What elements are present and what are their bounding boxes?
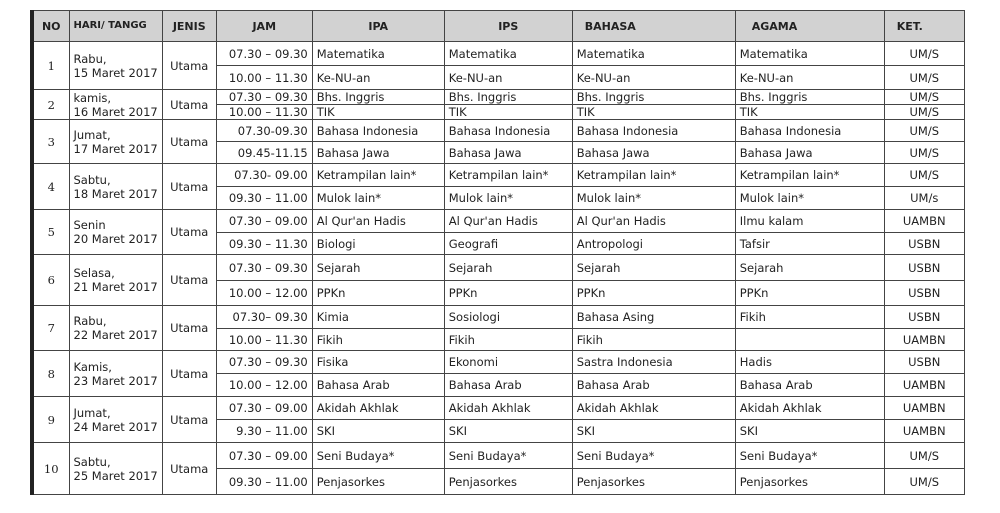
ips-subject: Sosiologi: [444, 306, 572, 329]
day-name: Sabtu,: [73, 172, 111, 187]
row-number: 7: [32, 306, 69, 351]
exam-note: UAMBN: [884, 329, 964, 351]
session-time: 07.30 – 09.30: [216, 42, 312, 66]
exam-type: Utama: [162, 90, 216, 120]
ips-subject: Al Qur'an Hadis: [444, 210, 572, 233]
bahasa-subject: Bahasa Asing: [572, 306, 735, 329]
header-bahasa: BAHASA: [572, 11, 735, 42]
bahasa-subject: Sejarah: [572, 255, 735, 281]
header-ips: IPS: [444, 11, 572, 42]
exam-date: 21 Maret 2017: [73, 280, 158, 294]
exam-date: 25 Maret 2017: [73, 468, 158, 483]
bahasa-subject: Al Qur'an Hadis: [572, 210, 735, 233]
day-name: Jumat,: [73, 127, 111, 142]
agama-subject: TIK: [735, 105, 884, 120]
exam-note: UAMBN: [884, 397, 964, 420]
session-time: 07.30 – 09.30: [216, 351, 312, 374]
agama-subject: Akidah Akhlak: [735, 397, 884, 420]
header-agama: AGAMA: [735, 11, 884, 42]
exam-type: Utama: [162, 210, 216, 255]
ips-subject: PPKn: [444, 281, 572, 306]
bahasa-subject: Seni Budaya*: [572, 443, 735, 469]
day-date-cell: [69, 443, 162, 495]
header-no: NO: [32, 11, 69, 42]
agama-subject: SKI: [735, 420, 884, 443]
agama-subject: Ketrampilan lain*: [735, 164, 884, 187]
agama-subject: Penjasorkes: [735, 469, 884, 495]
ips-subject: Sejarah: [444, 255, 572, 281]
agama-subject: Ilmu kalam: [735, 210, 884, 233]
exam-note: USBN: [884, 255, 964, 281]
exam-type: Utama: [162, 351, 216, 397]
exam-note: UM/S: [884, 164, 964, 187]
ips-subject: Mulok lain*: [444, 187, 572, 210]
session-time: 07.30 – 09.00: [216, 397, 312, 420]
bahasa-subject: Bahasa Indonesia: [572, 120, 735, 142]
day-date-cell: [69, 306, 162, 351]
day-date-cell: [69, 120, 162, 164]
session-time: 07.30 – 09.30: [216, 255, 312, 281]
bahasa-subject: Bhs. Inggris: [572, 90, 735, 105]
schedule-row: [32, 42, 964, 66]
day-date-cell: [69, 351, 162, 397]
bahasa-subject: Penjasorkes: [572, 469, 735, 495]
schedule-row: [32, 351, 964, 374]
header-jam: JAM: [216, 11, 312, 42]
exam-note: UM/S: [884, 90, 964, 105]
session-time: 09.30 – 11.00: [216, 187, 312, 210]
day-date-cell: [69, 90, 162, 120]
session-time: 07.30 – 09.00: [216, 210, 312, 233]
row-number: 5: [32, 210, 69, 255]
exam-note: UAMBN: [884, 420, 964, 443]
bahasa-subject: Akidah Akhlak: [572, 397, 735, 420]
ipa-subject: Al Qur'an Hadis: [312, 210, 444, 233]
bahasa-subject: Ke-NU-an: [572, 66, 735, 90]
ipa-subject: Bahasa Jawa: [312, 142, 444, 164]
session-time: 10.00 – 11.30: [216, 329, 312, 351]
day-date-cell: [69, 164, 162, 210]
ipa-subject: Akidah Akhlak: [312, 397, 444, 420]
session-time: 07.30- 09.00: [216, 164, 312, 187]
exam-note: UAMBN: [884, 374, 964, 397]
ips-subject: SKI: [444, 420, 572, 443]
exam-note: UM/S: [884, 469, 964, 495]
row-number: 1: [32, 42, 69, 90]
agama-subject: Bahasa Arab: [735, 374, 884, 397]
exam-note: USBN: [884, 306, 964, 329]
agama-subject: Sejarah: [735, 255, 884, 281]
day-name: Sabtu,: [73, 454, 111, 469]
exam-note: USBN: [884, 233, 964, 255]
bahasa-subject: Sastra Indonesia: [572, 351, 735, 374]
session-time: 09.30 – 11.00: [216, 469, 312, 495]
exam-date: 15 Maret 2017: [73, 65, 158, 80]
agama-subject: Bhs. Inggris: [735, 90, 884, 105]
agama-subject: Ke-NU-an: [735, 66, 884, 90]
agama-subject: PPKn: [735, 281, 884, 306]
schedule-row: [32, 255, 964, 281]
day-name: Selasa,: [73, 266, 115, 280]
exam-type: Utama: [162, 443, 216, 495]
ips-subject: Fikih: [444, 329, 572, 351]
ips-subject: Seni Budaya*: [444, 443, 572, 469]
day-name: Kamis,: [73, 359, 112, 374]
ipa-subject: Fisika: [312, 351, 444, 374]
row-number: 4: [32, 164, 69, 210]
session-time: 09.30 – 11.30: [216, 233, 312, 255]
schedule-row: [32, 90, 964, 105]
ipa-subject: Penjasorkes: [312, 469, 444, 495]
ipa-subject: Bhs. Inggris: [312, 90, 444, 105]
session-time: 07.30 – 09.00: [216, 443, 312, 469]
ipa-subject: Mulok lain*: [312, 187, 444, 210]
ipa-subject: SKI: [312, 420, 444, 443]
bahasa-subject: Matematika: [572, 42, 735, 66]
row-number: 8: [32, 351, 69, 397]
schedule-body: [32, 42, 964, 495]
bahasa-subject: Mulok lain*: [572, 187, 735, 210]
day-name: Jumat,: [73, 405, 111, 420]
agama-subject: Bahasa Indonesia: [735, 120, 884, 142]
day-name: Rabu,: [73, 51, 107, 66]
agama-subject: Seni Budaya*: [735, 443, 884, 469]
ips-subject: Bahasa Jawa: [444, 142, 572, 164]
day-date-cell: [69, 210, 162, 255]
session-time: 07.30– 09.30: [216, 306, 312, 329]
ips-subject: Bahasa Arab: [444, 374, 572, 397]
exam-note: UM/S: [884, 142, 964, 164]
exam-note: USBN: [884, 351, 964, 374]
ips-subject: Penjasorkes: [444, 469, 572, 495]
schedule-row: [32, 120, 964, 142]
exam-type: Utama: [162, 397, 216, 443]
ips-subject: Geografi: [444, 233, 572, 255]
session-time: 10.00 – 11.30: [216, 66, 312, 90]
ipa-subject: Seni Budaya*: [312, 443, 444, 469]
exam-note: UM/S: [884, 120, 964, 142]
day-date-cell: [69, 255, 162, 306]
header-ipa: IPA: [312, 11, 444, 42]
day-name: kamis,: [73, 90, 112, 105]
ipa-subject: Ketrampilan lain*: [312, 164, 444, 187]
exam-note: UM/s: [884, 187, 964, 210]
ips-subject: Bahasa Indonesia: [444, 120, 572, 142]
ipa-subject: PPKn: [312, 281, 444, 306]
agama-subject: Mulok lain*: [735, 187, 884, 210]
session-time: 10.00 – 12.00: [216, 374, 312, 397]
row-number: 10: [32, 443, 69, 495]
ipa-subject: Fikih: [312, 329, 444, 351]
agama-subject: Matematika: [735, 42, 884, 66]
exam-type: Utama: [162, 164, 216, 210]
bahasa-subject: PPKn: [572, 281, 735, 306]
ipa-subject: Kimia: [312, 306, 444, 329]
row-number: 3: [32, 120, 69, 164]
ips-subject: Matematika: [444, 42, 572, 66]
exam-type: Utama: [162, 42, 216, 90]
ipa-subject: Sejarah: [312, 255, 444, 281]
schedule-row: [32, 443, 964, 469]
ipa-subject: Ke-NU-an: [312, 66, 444, 90]
exam-note: UAMBN: [884, 210, 964, 233]
ipa-subject: Biologi: [312, 233, 444, 255]
agama-subject: Fikih: [735, 306, 884, 329]
session-time: 10.00 – 12.00: [216, 281, 312, 306]
exam-note: UM/S: [884, 443, 964, 469]
row-number: 9: [32, 397, 69, 443]
schedule-row: [32, 397, 964, 420]
ips-subject: Bhs. Inggris: [444, 90, 572, 105]
day-date-cell: [69, 42, 162, 90]
agama-subject: Tafsir: [735, 233, 884, 255]
exam-date: 20 Maret 2017: [73, 232, 158, 246]
exam-date: 23 Maret 2017: [73, 373, 158, 388]
day-name: Senin: [73, 218, 106, 232]
ips-subject: Ke-NU-an: [444, 66, 572, 90]
exam-type: Utama: [162, 306, 216, 351]
row-number: 6: [32, 255, 69, 306]
ipa-subject: Bahasa Indonesia: [312, 120, 444, 142]
exam-type: Utama: [162, 120, 216, 164]
exam-note: UM/S: [884, 105, 964, 120]
header-jenis: JENIS: [162, 11, 216, 42]
bahasa-subject: TIK: [572, 105, 735, 120]
ips-subject: Ketrampilan lain*: [444, 164, 572, 187]
exam-date: 16 Maret 2017: [73, 104, 158, 119]
bahasa-subject: SKI: [572, 420, 735, 443]
bahasa-subject: Antropologi: [572, 233, 735, 255]
session-time: 07.30-09.30: [216, 120, 312, 142]
session-time: 9.30 – 11.00: [216, 420, 312, 443]
session-time: 10.00 – 11.30: [216, 105, 312, 120]
bahasa-subject: Ketrampilan lain*: [572, 164, 735, 187]
schedule-row: [32, 210, 964, 233]
agama-subject: [735, 329, 884, 351]
exam-date: 17 Maret 2017: [73, 141, 158, 156]
agama-subject: Hadis: [735, 351, 884, 374]
header-ket: KET.: [884, 11, 964, 42]
ipa-subject: Bahasa Arab: [312, 374, 444, 397]
bahasa-subject: Bahasa Jawa: [572, 142, 735, 164]
bahasa-subject: Bahasa Arab: [572, 374, 735, 397]
exam-note: USBN: [884, 281, 964, 306]
schedule-row: [32, 306, 964, 329]
header-hari-tanggal: HARI/ TANGG: [69, 11, 162, 42]
bahasa-subject: Fikih: [572, 329, 735, 351]
ipa-subject: TIK: [312, 105, 444, 120]
ips-subject: TIK: [444, 105, 572, 120]
day-date-cell: [69, 397, 162, 443]
ipa-subject: Matematika: [312, 42, 444, 66]
ips-subject: Akidah Akhlak: [444, 397, 572, 420]
exam-date: 24 Maret 2017: [73, 419, 158, 434]
exam-type: Utama: [162, 255, 216, 306]
session-time: 07.30 – 09.30: [216, 90, 312, 105]
session-time: 09.45-11.15: [216, 142, 312, 164]
exam-note: UM/S: [884, 42, 964, 66]
exam-schedule-table: [30, 10, 965, 495]
row-number: 2: [32, 90, 69, 120]
exam-note: UM/S: [884, 66, 964, 90]
exam-date: 18 Maret 2017: [73, 186, 158, 201]
ips-subject: Ekonomi: [444, 351, 572, 374]
exam-date: 22 Maret 2017: [73, 328, 158, 342]
header-row: [32, 11, 964, 42]
agama-subject: Bahasa Jawa: [735, 142, 884, 164]
day-name: Rabu,: [73, 314, 107, 328]
schedule-row: [32, 164, 964, 187]
